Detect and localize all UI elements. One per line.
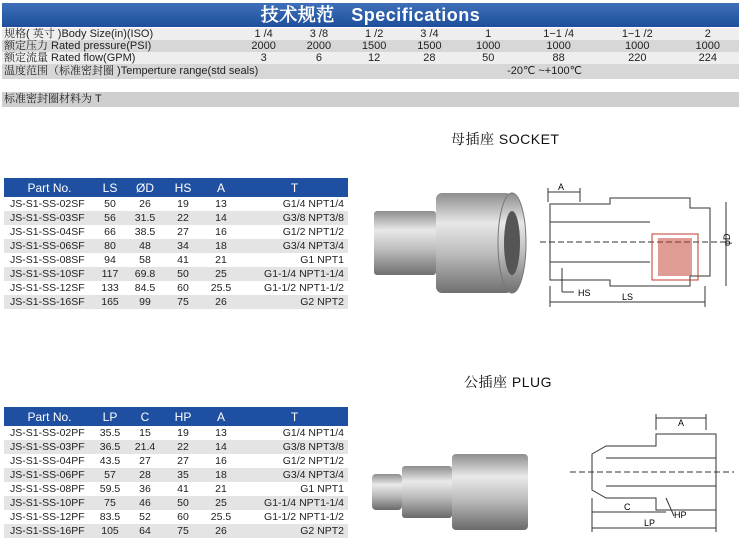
table-cell: 56 xyxy=(95,211,125,225)
table-cell: 57 xyxy=(95,468,125,482)
col-header: ØD xyxy=(125,178,165,197)
col-header: LP xyxy=(95,407,125,426)
spec-label: 规格( 英寸 )Body Size(in)(ISO) xyxy=(2,28,236,40)
socket-title: 母插座 SOCKET xyxy=(451,131,560,147)
table-cell: 25 xyxy=(201,496,241,510)
table-row xyxy=(4,482,348,496)
plug-hex-body xyxy=(452,454,528,530)
table-cell: 36 xyxy=(139,483,151,495)
table-cell: 14 xyxy=(201,440,241,454)
table-cell: G1 NPT1 xyxy=(300,254,344,266)
table-cell: 117 xyxy=(95,267,125,281)
socket-header-row xyxy=(4,178,348,197)
table-cell: JS-S1-SS-04SF xyxy=(10,226,85,238)
table-row xyxy=(4,510,348,524)
label-c: C xyxy=(624,502,631,512)
table-cell: 59.5 xyxy=(99,483,121,495)
spec-cell: 1 /4 xyxy=(236,28,291,40)
table-cell: JS-S1-SS-04PF xyxy=(10,455,85,467)
table-cell: 66 xyxy=(104,226,116,238)
plug-drawing xyxy=(566,412,738,538)
table-row xyxy=(4,253,348,267)
spec-cell: 1−1 /2 xyxy=(598,28,677,40)
table-cell: 13 xyxy=(215,198,227,210)
table-cell: 22 xyxy=(165,440,201,454)
socket-hex-body xyxy=(374,211,436,275)
table-cell: G1-1/4 NPT1-1/4 xyxy=(241,267,348,281)
table-cell: 19 xyxy=(177,427,189,439)
spec-cell: 1 xyxy=(457,28,519,40)
banner-title-zh: 技术规范 xyxy=(260,5,335,25)
table-cell: JS-S1-SS-12PF xyxy=(10,511,85,523)
spec-cell: 1000 xyxy=(519,40,598,52)
col-header: A xyxy=(201,407,241,426)
plug-table xyxy=(4,407,348,538)
spec-cell: 2000 xyxy=(236,40,291,52)
table-cell: 41 xyxy=(177,483,189,495)
table-cell: 19 xyxy=(177,198,189,210)
table-cell: G3/4 NPT3/4 xyxy=(241,239,348,253)
spec-cell: 1−1 /4 xyxy=(519,28,598,40)
col-header: T xyxy=(241,407,348,426)
spec-cell: 224 xyxy=(677,52,739,64)
table-cell: 35 xyxy=(165,468,201,482)
table-cell: G1-1/4 NPT1-1/4 xyxy=(241,496,348,510)
table-cell: 21 xyxy=(215,483,227,495)
table-cell: 75 xyxy=(165,295,201,309)
table-row xyxy=(4,295,348,309)
table-cell: JS-S1-SS-08PF xyxy=(10,483,85,495)
table-cell: JS-S1-SS-16SF xyxy=(4,295,95,309)
table-row xyxy=(4,496,348,510)
plug-photo xyxy=(368,440,538,545)
col-header: HS xyxy=(165,178,201,197)
spec-cell: 3 /4 xyxy=(402,28,457,40)
table-cell: 58 xyxy=(139,254,151,266)
table-cell: G1/4 NPT1/4 xyxy=(282,427,344,439)
table-cell: G3/4 NPT3/4 xyxy=(241,468,348,482)
table-cell: 50 xyxy=(165,496,201,510)
spec-label: 温度范围（标准密封圈 )Temperture range(std seals) xyxy=(2,64,457,79)
table-cell: G2 NPT2 xyxy=(241,524,348,538)
table-cell: G3/8 NPT3/8 xyxy=(241,440,348,454)
table-cell: 35.5 xyxy=(99,427,121,439)
spec-cell: 1000 xyxy=(598,40,677,52)
table-row xyxy=(4,454,348,468)
table-row xyxy=(4,197,348,211)
table-cell: JS-S1-SS-03PF xyxy=(4,440,95,454)
table-cell: JS-S1-SS-03SF xyxy=(4,211,95,225)
table-cell: JS-S1-SS-10PF xyxy=(4,496,95,510)
spec-cell: 2000 xyxy=(291,40,346,52)
table-row xyxy=(4,524,348,538)
table-cell: 48 xyxy=(125,239,165,253)
table-cell: JS-S1-SS-16PF xyxy=(4,524,95,538)
spec-banner xyxy=(2,3,739,27)
table-cell: 36.5 xyxy=(95,440,125,454)
table-row xyxy=(4,281,348,295)
label-lp: LP xyxy=(644,518,656,528)
spec-cell: 50 xyxy=(457,52,519,64)
col-header: Part No. xyxy=(4,407,95,426)
spec-cell: 6 xyxy=(291,52,346,64)
table-cell: 34 xyxy=(165,239,201,253)
spec-cell: 3 xyxy=(236,52,291,64)
table-cell: 26 xyxy=(201,524,241,538)
spec-label: 额定压力 Rated pressure(PSI) xyxy=(2,40,236,52)
table-cell: 16 xyxy=(215,226,227,238)
spec-cell: 1500 xyxy=(347,40,402,52)
table-cell: 27 xyxy=(139,455,151,467)
spec-cell: 1000 xyxy=(677,40,739,52)
socket-seal-mark xyxy=(658,238,692,276)
table-cell: 75 xyxy=(95,496,125,510)
table-cell: 60 xyxy=(177,282,189,294)
table-cell: 38.5 xyxy=(134,226,156,238)
table-cell: 18 xyxy=(201,239,241,253)
table-cell: G3/8 NPT3/8 xyxy=(241,211,348,225)
table-cell: 31.5 xyxy=(125,211,165,225)
table-row xyxy=(4,211,348,225)
spec-table xyxy=(2,28,739,79)
table-cell: 50 xyxy=(165,267,201,281)
socket-table xyxy=(4,178,348,309)
table-cell: 27 xyxy=(177,226,189,238)
table-cell: 13 xyxy=(215,427,227,439)
spec-row-flow xyxy=(2,52,739,64)
spec-temp-value: -20℃ ~+100℃ xyxy=(457,64,739,79)
table-cell: 26 xyxy=(139,198,151,210)
table-row xyxy=(4,225,348,239)
label-a: A xyxy=(678,418,685,428)
table-cell: 43.5 xyxy=(99,455,121,467)
label-a: A xyxy=(558,182,565,192)
spec-row-pressure xyxy=(2,40,739,52)
table-cell: 14 xyxy=(201,211,241,225)
table-cell: 52 xyxy=(139,511,151,523)
spec-cell: 2 xyxy=(677,28,739,40)
table-cell: JS-S1-SS-06SF xyxy=(4,239,95,253)
col-header: Part No. xyxy=(4,178,95,197)
table-cell: 28 xyxy=(125,468,165,482)
table-cell: JS-S1-SS-10SF xyxy=(4,267,95,281)
table-cell: 64 xyxy=(125,524,165,538)
label-hs: HS xyxy=(578,288,591,298)
plug-title: 公插座 PLUG xyxy=(464,374,553,390)
table-cell: JS-S1-SS-08SF xyxy=(10,254,85,266)
spec-row-temperature xyxy=(2,64,739,79)
col-header: C xyxy=(125,407,165,426)
table-cell: 25.5 xyxy=(210,511,232,523)
table-row xyxy=(4,267,348,281)
table-cell: 83.5 xyxy=(99,511,121,523)
label-d: φD xyxy=(722,233,732,246)
table-cell: JS-S1-SS-02SF xyxy=(10,198,85,210)
table-cell: G1/4 NPT1/4 xyxy=(282,198,344,210)
table-cell: 84.5 xyxy=(134,282,156,294)
spec-cell: 220 xyxy=(598,52,677,64)
table-cell: 69.8 xyxy=(125,267,165,281)
table-cell: 21.4 xyxy=(125,440,165,454)
table-cell: 133 xyxy=(101,282,119,294)
spec-cell: 1 /2 xyxy=(347,28,402,40)
table-cell: 99 xyxy=(125,295,165,309)
table-cell: 75 xyxy=(165,524,201,538)
spec-label: 额定流量 Rated flow(GPM) xyxy=(2,52,236,64)
plug-header-row xyxy=(4,407,348,426)
table-row xyxy=(4,468,348,482)
table-row xyxy=(4,239,348,253)
table-cell: 94 xyxy=(104,254,116,266)
spec-cell: 12 xyxy=(347,52,402,64)
banner-title-en: Specifications xyxy=(351,5,481,25)
table-cell: 21 xyxy=(215,254,227,266)
table-cell: G1/2 NPT1/2 xyxy=(282,455,344,467)
table-cell: 27 xyxy=(177,455,189,467)
spec-cell: 1500 xyxy=(402,40,457,52)
socket-drawing xyxy=(540,182,738,312)
spec-row-size xyxy=(2,28,739,40)
table-cell: 26 xyxy=(201,295,241,309)
table-cell: 41 xyxy=(177,254,189,266)
spec-cell: 3 /8 xyxy=(291,28,346,40)
table-cell: G2 NPT2 xyxy=(241,295,348,309)
table-cell: 15 xyxy=(139,427,151,439)
table-cell: JS-S1-SS-06PF xyxy=(4,468,95,482)
spec-cell: 28 xyxy=(402,52,457,64)
socket-photo xyxy=(368,183,538,303)
table-cell: JS-S1-SS-12SF xyxy=(10,282,85,294)
col-header: LS xyxy=(95,178,125,197)
table-cell: 16 xyxy=(215,455,227,467)
table-cell: G1 NPT1 xyxy=(300,483,344,495)
table-cell: 46 xyxy=(125,496,165,510)
table-cell: 60 xyxy=(177,511,189,523)
table-cell: 22 xyxy=(165,211,201,225)
label-hp: HP xyxy=(674,510,687,520)
plug-nipple xyxy=(402,466,452,518)
table-row xyxy=(4,426,348,440)
table-cell: G1/2 NPT1/2 xyxy=(282,226,344,238)
seal-note: 标准密封圈材料为 T xyxy=(2,92,739,107)
socket-bore xyxy=(504,211,520,275)
table-cell: 18 xyxy=(201,468,241,482)
spec-cell: 88 xyxy=(519,52,598,64)
label-ls: LS xyxy=(622,292,634,302)
table-cell: 80 xyxy=(95,239,125,253)
spec-cell: 1000 xyxy=(457,40,519,52)
col-header: T xyxy=(241,178,348,197)
table-cell: 165 xyxy=(95,295,125,309)
plug-tip xyxy=(372,474,402,510)
col-header: A xyxy=(201,178,241,197)
table-cell: 25 xyxy=(201,267,241,281)
table-row xyxy=(4,440,348,454)
table-cell: JS-S1-SS-02PF xyxy=(10,427,85,439)
table-cell: 50 xyxy=(104,198,116,210)
table-cell: 105 xyxy=(95,524,125,538)
table-cell: 25.5 xyxy=(210,282,232,294)
col-header: HP xyxy=(165,407,201,426)
table-cell: G1-1/2 NPT1-1/2 xyxy=(264,511,344,523)
table-cell: G1-1/2 NPT1-1/2 xyxy=(264,282,344,294)
